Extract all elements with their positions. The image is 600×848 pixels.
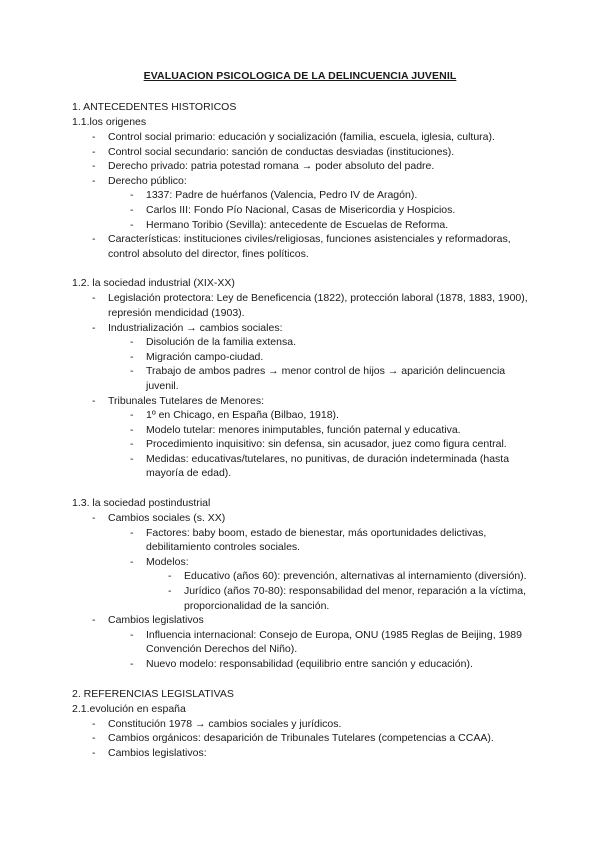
list-item: - Derecho privado: patria potestad romana → poder absoluto del padre. [72,159,532,174]
list-item [108,555,532,613]
document-body [72,100,532,760]
list-item: - Disolución de la familia extensa. [108,335,532,350]
section-1-heading: 1. ANTECEDENTES HISTORICOS [72,101,237,113]
list-item-text: Tribunales Tutelares de Menores: [108,394,265,407]
list-item: - Legislación protectora: Ley de Beneficencia (1822), protección laboral (1878, 1883, 1900), represión mendicidad (1903). [72,291,532,320]
list-item: - Características: instituciones civiles/religiosas, funciones asistenciales y reformadoras, control absoluto del director, fines políticos. [72,232,532,261]
list-item [72,511,532,613]
list-item-text: Modelos: [146,555,189,568]
list-item: - 1º en Chicago, en España (Bilbao, 1918). [108,408,532,423]
list-item: - Modelo tutelar: menores inimputables, función paternal y educativa. [108,423,532,438]
section-1-2-list [72,291,532,481]
list-item-text: Industrialización → cambios sociales: [108,321,283,334]
list-item: - Jurídico (años 70-80): responsabilidad del menor, reparación a la víctima, proporcionalidad de la sanción. [146,584,532,613]
list-item: - Nuevo modelo: responsabilidad (equilibrio entre sanción y educación). [108,657,532,672]
derecho-publico-list [108,188,532,232]
list-item: - Educativo (años 60): prevención, alternativas al internamiento (diversión). [146,569,532,584]
cambios-sociales-list [108,526,532,614]
section-1-3-list [72,511,532,672]
list-item: - Migración campo-ciudad. [108,350,532,365]
document-title: EVALUACION PSICOLOGICA DE LA DELINCUENCIA JUVENIL [143,70,457,82]
section-1-2-heading: 1.2. la sociedad industrial (XIX-XX) [72,277,235,290]
list-item [72,394,532,482]
list-item: - Cambios orgánicos: desaparición de Tribunales Tutelares (competencias a CCAA). [72,731,532,746]
section-2-1-list [72,717,532,761]
modelos-list [146,569,532,613]
tribunales-list [108,408,532,481]
section-1-1-list [72,130,532,261]
list-item-text: Cambios legislativos [108,614,204,627]
list-item: - Medidas: educativas/tutelares, no punitivas, de duración indeterminada (hasta mayoría de edad). [108,452,532,481]
list-item: - Factores: baby boom, estado de bienestar, más oportunidades delictivas, debilitamiento controles sociales. [108,526,532,555]
list-item: - Influencia internacional: Consejo de Europa, ONU (1985 Reglas de Beijing, 1989 Convención Derechos del Niño). [108,628,532,657]
section-2-heading: 2. REFERENCIAS LEGISLATIVAS [72,687,234,700]
list-item: - Procedimiento inquisitivo: sin defensa, sin acusador, juez como figura central. [108,437,532,452]
list-item: - Cambios legislativos: [72,746,532,761]
section-2-1-heading: 2.1.evolución en españa [72,702,186,715]
list-item [72,174,532,232]
list-item: - Control social primario: educación y socialización (familia, escuela, iglesia, cultura). [72,130,532,145]
list-item [72,321,532,394]
list-item: - 1337: Padre de huérfanos (Valencia, Pedro IV de Aragón). [108,188,532,203]
list-item: - Carlos III: Fondo Pío Nacional, Casas de Misericordia y Hospicios. [108,203,532,218]
cambios-legislativos-list [108,628,532,672]
list-item [72,613,532,671]
list-item-text: Cambios sociales (s. XX) [108,512,226,525]
list-item-text: Derecho público: [108,174,187,187]
section-1-3-heading: 1.3. la sociedad postindustrial [72,497,211,510]
list-item: - Control social secundario: sanción de conductas desviadas (instituciones). [72,145,532,160]
section-1-1-heading: 1.1.los origenes [72,116,147,128]
list-item: - Trabajo de ambos padres → menor control de hijos → aparición delincuencia juvenil. [108,364,532,393]
list-item: - Constitución 1978 → cambios sociales y jurídicos. [72,717,532,732]
industrializacion-list [108,335,532,393]
list-item: - Hermano Toribio (Sevilla): antecedente de Escuelas de Reforma. [108,218,532,233]
